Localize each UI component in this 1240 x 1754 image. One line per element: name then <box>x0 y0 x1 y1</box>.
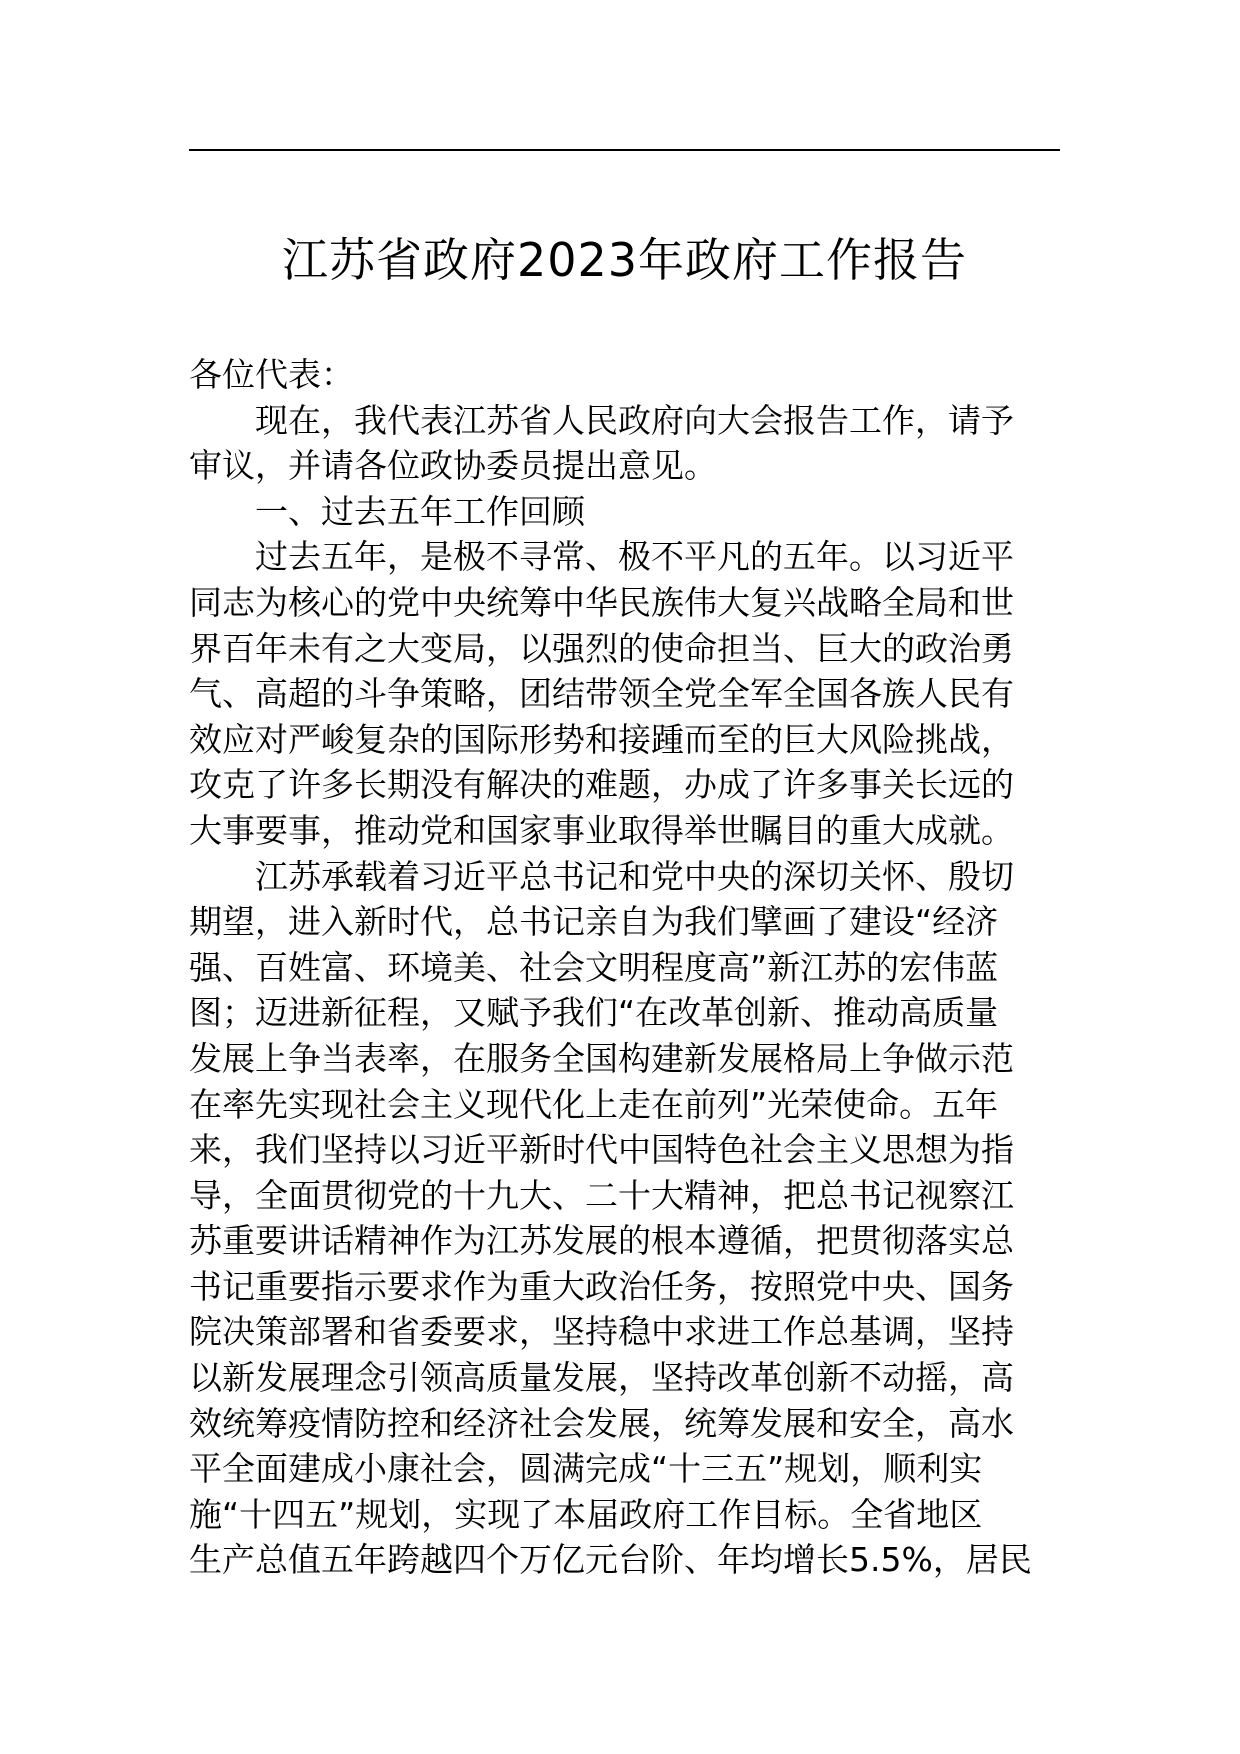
body-line: 同志为核心的党中央统筹中华民族伟大复兴战略全局和世 <box>189 582 1014 622</box>
body-line: 在率先实现社会主义现代化上走在前列”光荣使命。五年 <box>189 1084 999 1124</box>
body-line: 导，全面贯彻党的十九大、二十大精神，把总书记视察江 <box>189 1175 1014 1215</box>
document-body <box>189 352 1060 1583</box>
body-line: 平全面建成小康社会，圆满完成“十三五”规划，顺利实 <box>189 1449 983 1489</box>
body-line: 效统筹疫情防控和经济社会发展，统筹发展和安全，高水 <box>189 1403 1014 1443</box>
body-line: 界百年未有之大变局，以强烈的使命担当、巨大的政治勇 <box>189 628 1014 668</box>
body-line: 气、高超的斗争策略，团结带领全党全军全国各族人民有 <box>189 674 1014 714</box>
body-line: 施“十四五”规划，实现了本届政府工作目标。全省地区 <box>189 1494 983 1534</box>
body-line: 一、过去五年工作回顾 <box>255 491 585 531</box>
body-line: 苏重要讲话精神作为江苏发展的根本遵循，把贯彻落实总 <box>189 1221 1014 1261</box>
body-line: 大事要事，推动党和国家事业取得举世瞩目的重大成就。 <box>189 810 1014 850</box>
body-line: 以新发展理念引领高质量发展，坚持改革创新不动摇，高 <box>189 1358 1014 1398</box>
body-line: 期望，进入新时代，总书记亲自为我们擘画了建设“经济 <box>189 902 999 942</box>
body-line: 发展上争当表率，在服务全国构建新发展格局上争做示范 <box>189 1038 1014 1078</box>
body-line: 各位代表： <box>189 355 354 394</box>
body-line: 效应对严峻复杂的国际形势和接踵而至的巨大风险挑战， <box>189 719 1014 759</box>
body-line: 来，我们坚持以习近平新时代中国特色社会主义思想为指 <box>189 1130 1014 1170</box>
body-line: 江苏承载着习近平总书记和党中央的深切关怀、殷切 <box>255 856 1014 896</box>
body-line: 现在，我代表江苏省人民政府向大会报告工作，请予 <box>255 400 1014 440</box>
document-title: 江苏省政府2023年政府工作报告 <box>281 233 968 287</box>
header-rule <box>189 149 1060 151</box>
body-line: 过去五年，是极不寻常、极不平凡的五年。以习近平 <box>255 537 1014 577</box>
body-line: 强、百姓富、环境美、社会文明程度高”新江苏的宏伟蓝 <box>189 947 999 987</box>
body-line: 院决策部署和省委要求，坚持稳中求进工作总基调，坚持 <box>189 1312 1014 1352</box>
body-line: 审议，并请各位政协委员提出意见。 <box>189 446 717 486</box>
body-line: 书记重要指示要求作为重大政治任务，按照党中央、国务 <box>189 1266 1014 1306</box>
body-line: 图；迈进新征程，又赋予我们“在改革创新、推动高质量 <box>189 993 999 1033</box>
body-line: 生产总值五年跨越四个万亿元台阶、年均增长5.5%，居民 <box>189 1540 1032 1580</box>
body-line: 攻克了许多长期没有解决的难题，办成了许多事关长远的 <box>189 765 1014 805</box>
